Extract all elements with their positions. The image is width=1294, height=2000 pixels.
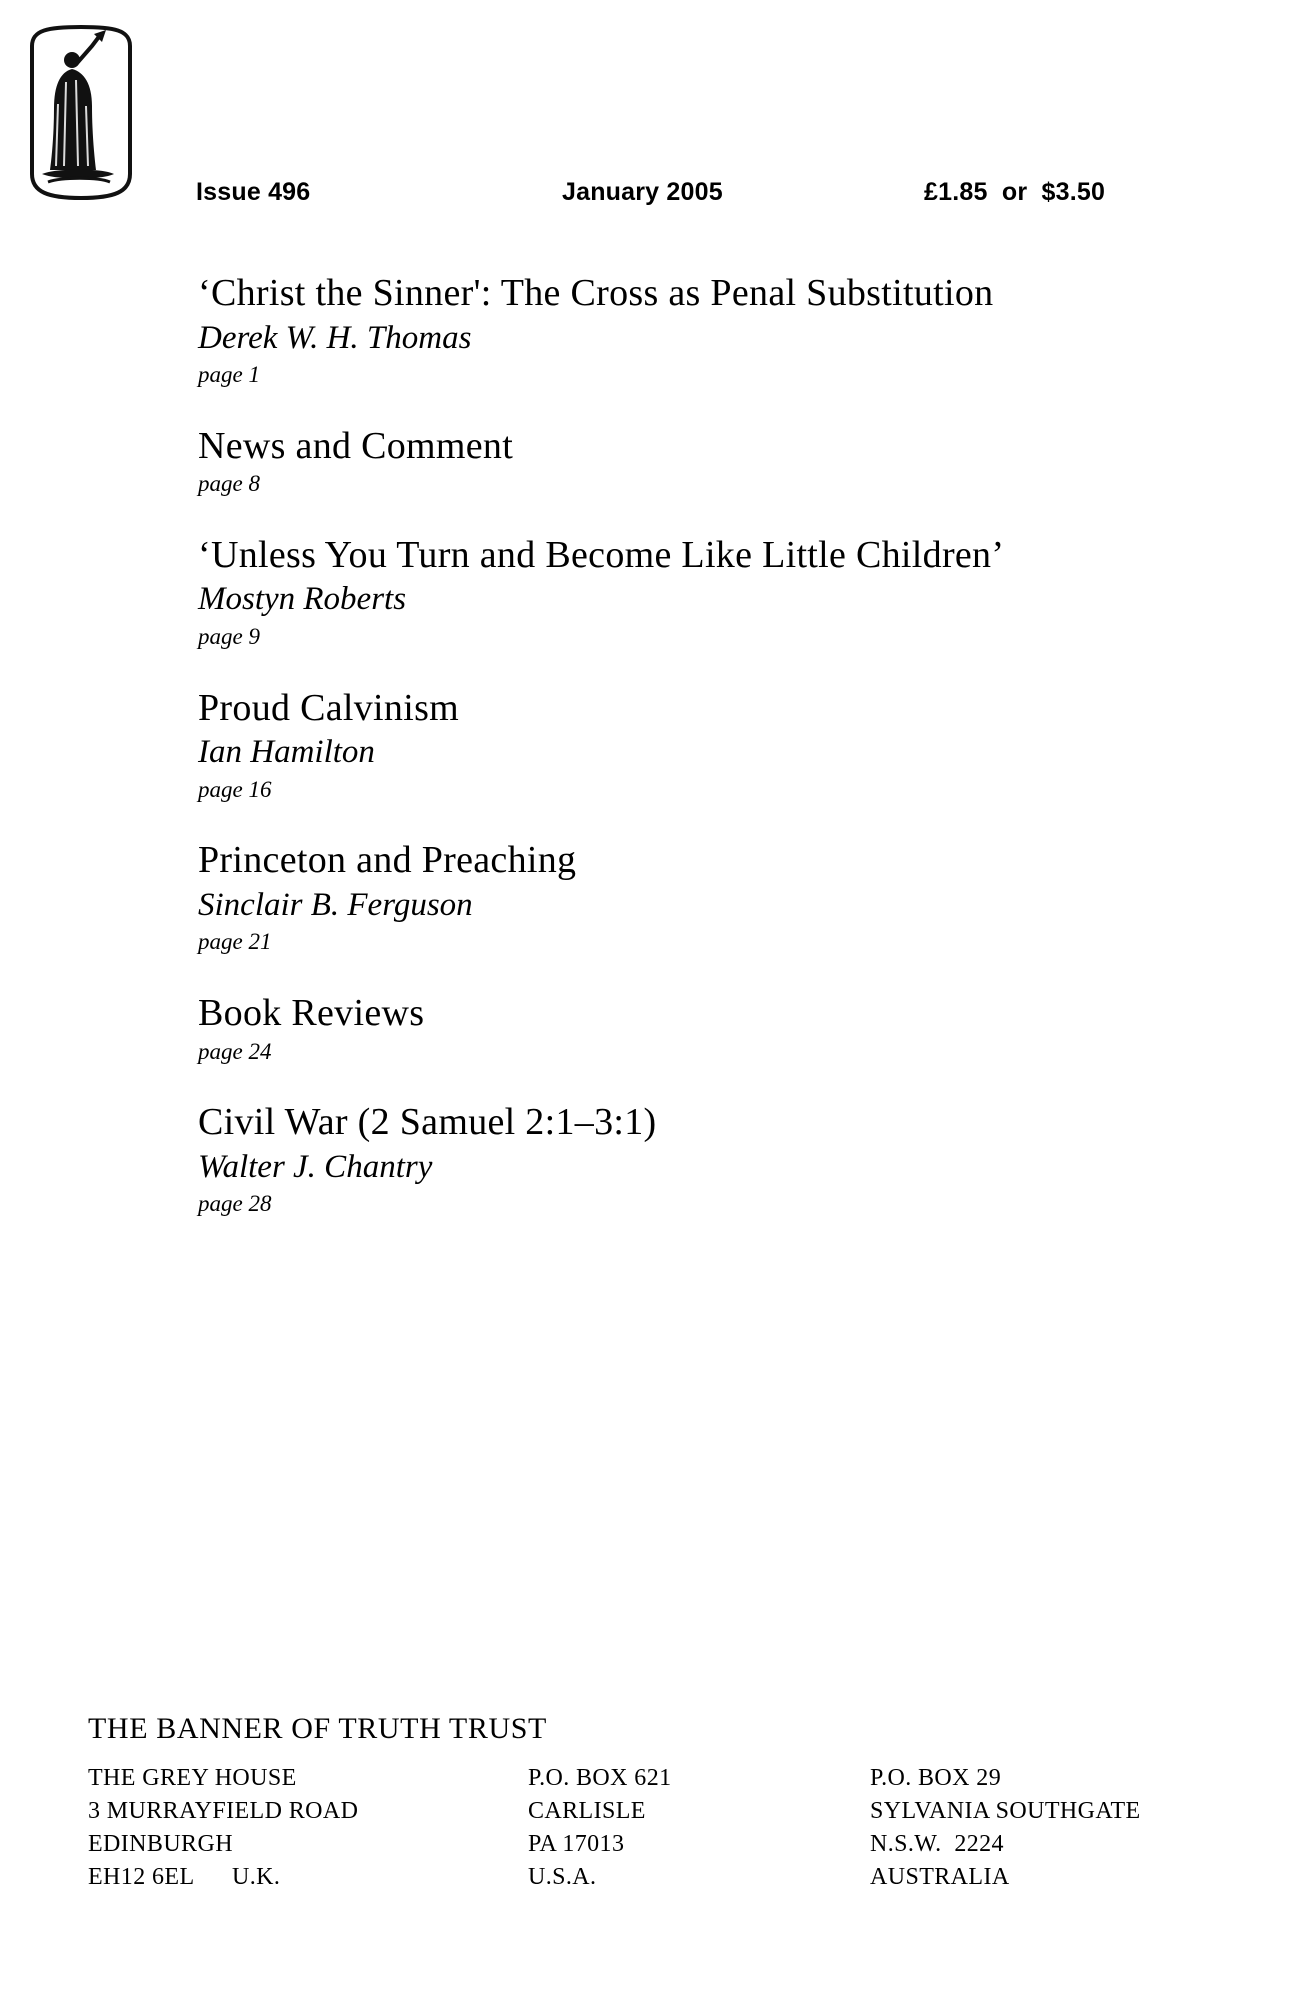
address-line: PA 17013 (528, 1831, 625, 1858)
contents-entry (198, 687, 1058, 804)
publisher-name: THE BANNER OF TRUTH TRUST (88, 1712, 547, 1745)
entry-page: page 21 (198, 929, 272, 955)
address-line: EH12 6EL U.K. (88, 1864, 281, 1891)
entry-page: page 28 (198, 1191, 272, 1217)
address-line: P.O. BOX 29 (870, 1765, 1002, 1791)
entry-page: page 1 (198, 362, 260, 388)
address-line: SYLVANIA SOUTHGATE (870, 1798, 1141, 1825)
entry-page: page 8 (198, 471, 260, 497)
issue-date: January 2005 (562, 178, 723, 206)
address-line: EDINBURGH (88, 1831, 233, 1858)
entry-author: Derek W. H. Thomas (198, 319, 472, 356)
contents-entry (198, 272, 1058, 389)
entry-author: Sinclair B. Ferguson (198, 886, 473, 923)
entry-title: Proud Calvinism (198, 686, 460, 729)
address-line: 3 MURRAYFIELD ROAD (88, 1798, 359, 1825)
entry-title: ‘Unless You Turn and Become Like Little Children’ (198, 533, 1005, 576)
contents-list (198, 272, 1058, 1254)
entry-author: Walter J. Chantry (198, 1148, 433, 1185)
contents-entry (198, 1101, 1058, 1218)
entry-title: Civil War (2 Samuel 2:1–3:1) (198, 1101, 657, 1144)
address-line: N.S.W. 2224 (870, 1831, 1004, 1858)
entry-author: Ian Hamilton (198, 734, 375, 771)
address-block-australia (870, 1762, 1210, 1894)
address-line: CARLISLE (528, 1798, 646, 1825)
masthead (0, 10, 1294, 230)
address-line: P.O. BOX 621 (528, 1765, 672, 1791)
entry-page: page 9 (198, 624, 260, 650)
address-columns (88, 1762, 1208, 1912)
address-block-uk (88, 1762, 518, 1894)
issue-price: £1.85 or $3.50 (924, 178, 1106, 206)
contents-entry (198, 839, 1058, 956)
contents-entry (198, 534, 1058, 651)
address-line: THE GREY HOUSE (88, 1765, 297, 1791)
address-block-usa (528, 1762, 848, 1894)
entry-author: Mostyn Roberts (198, 581, 407, 618)
entry-title: News and Comment (198, 424, 514, 467)
entry-page: page 16 (198, 776, 272, 802)
entry-title: Princeton and Preaching (198, 839, 577, 882)
entry-title: ‘Christ the Sinner': The Cross as Penal Substitution (198, 272, 994, 314)
contents-entry (198, 992, 1058, 1065)
issue-number: Issue 496 (196, 178, 311, 206)
preacher-emblem-icon (22, 24, 140, 202)
publisher-footer (88, 1712, 1208, 1912)
entry-page: page 24 (198, 1038, 272, 1064)
contents-entry (198, 425, 1058, 498)
entry-title: Book Reviews (198, 992, 425, 1035)
address-line: U.S.A. (528, 1864, 597, 1891)
address-line: AUSTRALIA (870, 1864, 1010, 1891)
